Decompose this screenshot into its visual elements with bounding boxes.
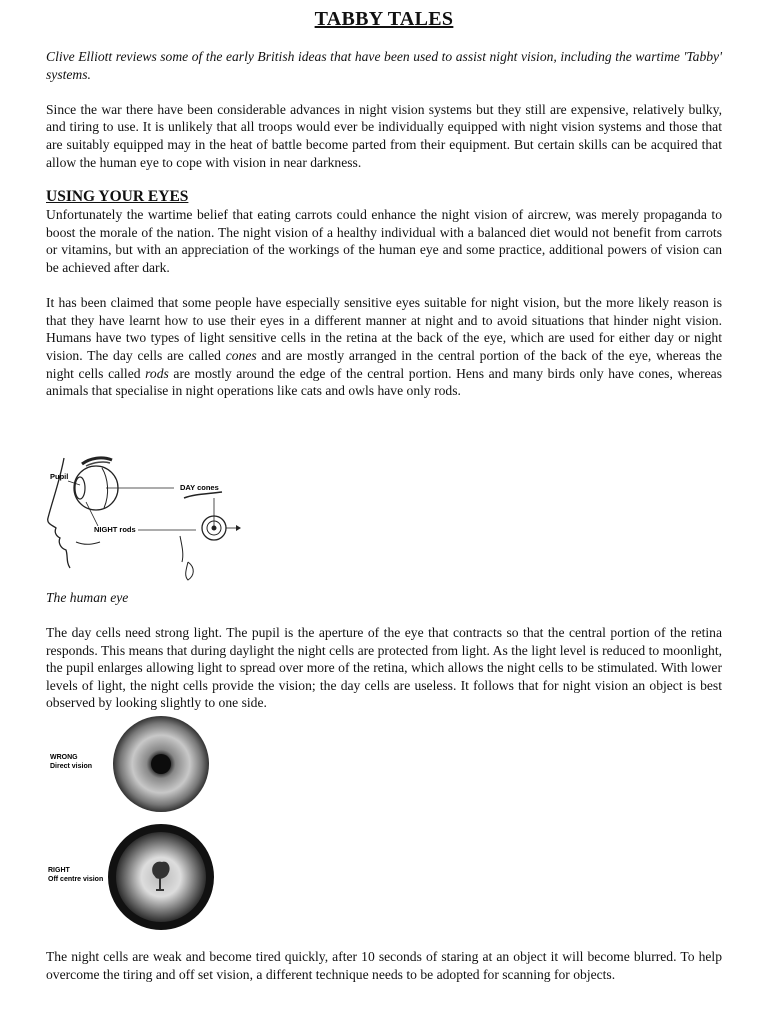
target-center-dot <box>212 526 217 531</box>
label-off-centre-vision: Off centre vision <box>48 876 104 883</box>
label-direct-vision: Direct vision <box>50 763 93 770</box>
paragraph-3-part-1: It has been claimed that some people have especially sensitive eyes suitable for night vision, but the more likely reason is that they have learnt how to use their eyes in a different manner at night and to avoid situations that hinder night vision. Humans have two types of light sensitive cells in the retina at the back of the eye, which are used for either day or night vision. The day cells are called <box>46 295 722 363</box>
eyebrow-hatch <box>86 462 110 466</box>
term-cones: cones <box>225 347 257 363</box>
article <box>46 6 722 400</box>
paragraph-3-part-3: are mostly around the edge of the central portion. Hens and many birds only have cones, whereas animals that specialise in night operations like cats and owls have only rods. <box>46 365 722 399</box>
article-continued <box>46 624 722 712</box>
target-arrow-icon <box>236 525 241 531</box>
vision-technique-diagram <box>46 712 226 942</box>
page-title: TABBY TALES <box>314 8 454 30</box>
article-final <box>46 948 722 983</box>
vision-technique-illustration <box>46 712 226 942</box>
eye-figure-caption: The human eye <box>46 590 129 605</box>
label-pupil: Pupil <box>50 472 69 481</box>
intro-paragraph: Clive Elliott reviews some of the early British ideas that have been used to assist night vision, including the wartime 'Tabby' systems. <box>46 49 722 82</box>
paragraph-4: The day cells need strong light. The pupil is the aperture of the eye that contracts so that the central portion of the retina responds. This means that during daylight the night cells are protected from light. As the light level is reduced to moonlight, the pupil enlarges allowing light to spread over more of the retina, which allows the night cells to be stimulated. With lower levels of light, the night cells provide the vision; the day cells are useless. It follows that for night vision an object is best observed by looking slightly to one side. <box>46 625 722 711</box>
paragraph-5: The night cells are weak and become tired quickly, after 10 seconds of staring at an object it will become blurred. To help overcome the tiring and off set vision, a different technique needs to be adopted for scanning for objects. <box>46 949 722 982</box>
human-eye-illustration <box>46 450 246 588</box>
label-wrong: WRONG <box>50 754 78 761</box>
day-cones-stroke <box>184 492 222 498</box>
jaw-line <box>180 536 183 562</box>
paragraph-2: Unfortunately the wartime belief that eating carrots could enhance the night vision of aircrew, was merely propaganda to boost the morale of the nation. The night vision of a healthy individual with a balanced diet would not benefit from carrots or vitamins, but with an appreciation of the workings of the human eye and some practice, additional powers of vision can be achieved after dark. <box>46 207 722 275</box>
section-heading: USING YOUR EYES <box>46 188 189 206</box>
lens-shape <box>75 477 85 499</box>
ear-shape <box>186 562 194 580</box>
paragraph-3-part-2: and are mostly arranged in the central portion of the back of the eye, whereas the night cells called <box>46 347 722 381</box>
label-right: RIGHT <box>48 867 70 874</box>
night-rods-link <box>86 502 98 526</box>
cheek-line <box>76 542 100 544</box>
paragraph-3 <box>46 294 722 400</box>
human-eye-diagram <box>46 450 246 588</box>
term-rods: rods <box>145 365 169 381</box>
wrong-vision-center <box>151 754 171 774</box>
label-day-cones: DAY cones <box>180 483 219 492</box>
paragraph-1: Since the war there have been considerable advances in night vision systems but they still are expensive, relatively bulky, and tiring to use. It is unlikely that all troops would ever be individually equipped with night vision systems and those that are suitably equipped may in the heat of battle become parted from their equipment. But certain skills can be acquired that allow the human eye to cope with vision in near darkness. <box>46 101 722 170</box>
label-night-rods: NIGHT rods <box>94 525 136 534</box>
